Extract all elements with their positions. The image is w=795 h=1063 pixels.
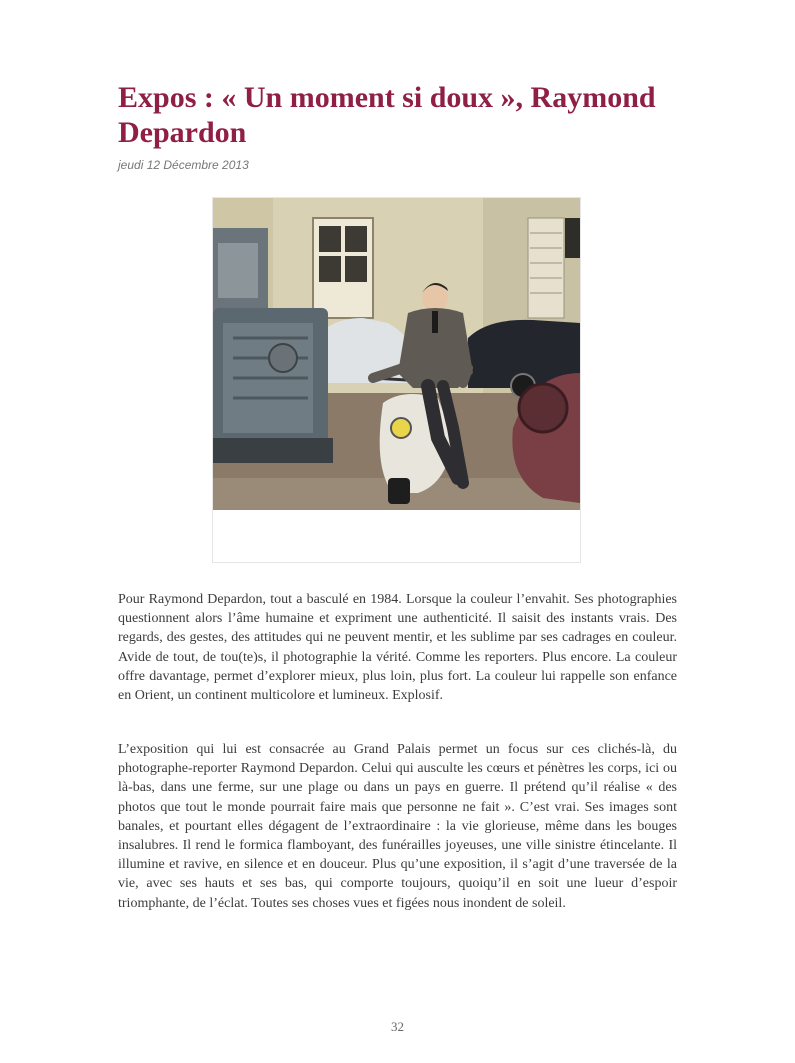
article-title: Expos : « Un moment si doux », Raymond Depardon — [118, 81, 656, 149]
article-photo — [213, 198, 580, 562]
article-date: jeudi 12 Décembre 2013 — [118, 158, 249, 172]
photo-illustration — [213, 198, 580, 562]
page-number: 32 — [391, 1019, 404, 1034]
paragraph-2: L’exposition qui lui est consacrée au Grand Palais permet un focus sur ces clichés-là, du photographe-reporter Raymond Depardon. Celui qui ausculte les cœurs et pénètres les corps, ici ou là-bas, dans une ferme, sur une plage ou dans un pays en guerre. Il prétend qu’il réalise « des photos que tout le monde pourrait faire mais que personne ne fait ». C’est vrai. Ses images sont banales, et pourtant elles dégagent de l’extraordinaire : la vie glorieuse, même dans les bouges insalubres. Il rend le formica flamboyant, des funérailles joyeuses, une ville sinistre étincelante. Il illumine et ravive, en silence et en douceur. Plus qu’une exposition, il s’agit d’une traversée de la vie, avec ses hauts et ses bas, qui comporte toujours, quoiqu’il en soit une lueur d’espoir triomphante, de l’éclat. Toutes ses choses vues et figées nous inondent de soleil. — [118, 742, 677, 911]
paragraph-1: Pour Raymond Depardon, tout a basculé en 1984. Lorsque la couleur l’envahit. Ses photographies questionnent alors l’âme humaine et expriment une authenticité. Il saisit des instants vrais. Des regards, des gestes, des attitudes qui ne peuvent mentir, et les sublime par ses cadrages en couleur. Avide de tout, de tou(te)s, il photographie la vérité. Comme les reporters. Plus encore. La couleur offre davantage, permet d’explorer mieux, plus loin, plus fort. La couleur lui rappelle son enfance en Orient, un continent multicolore et lumineux. Explosif. — [118, 592, 677, 704]
